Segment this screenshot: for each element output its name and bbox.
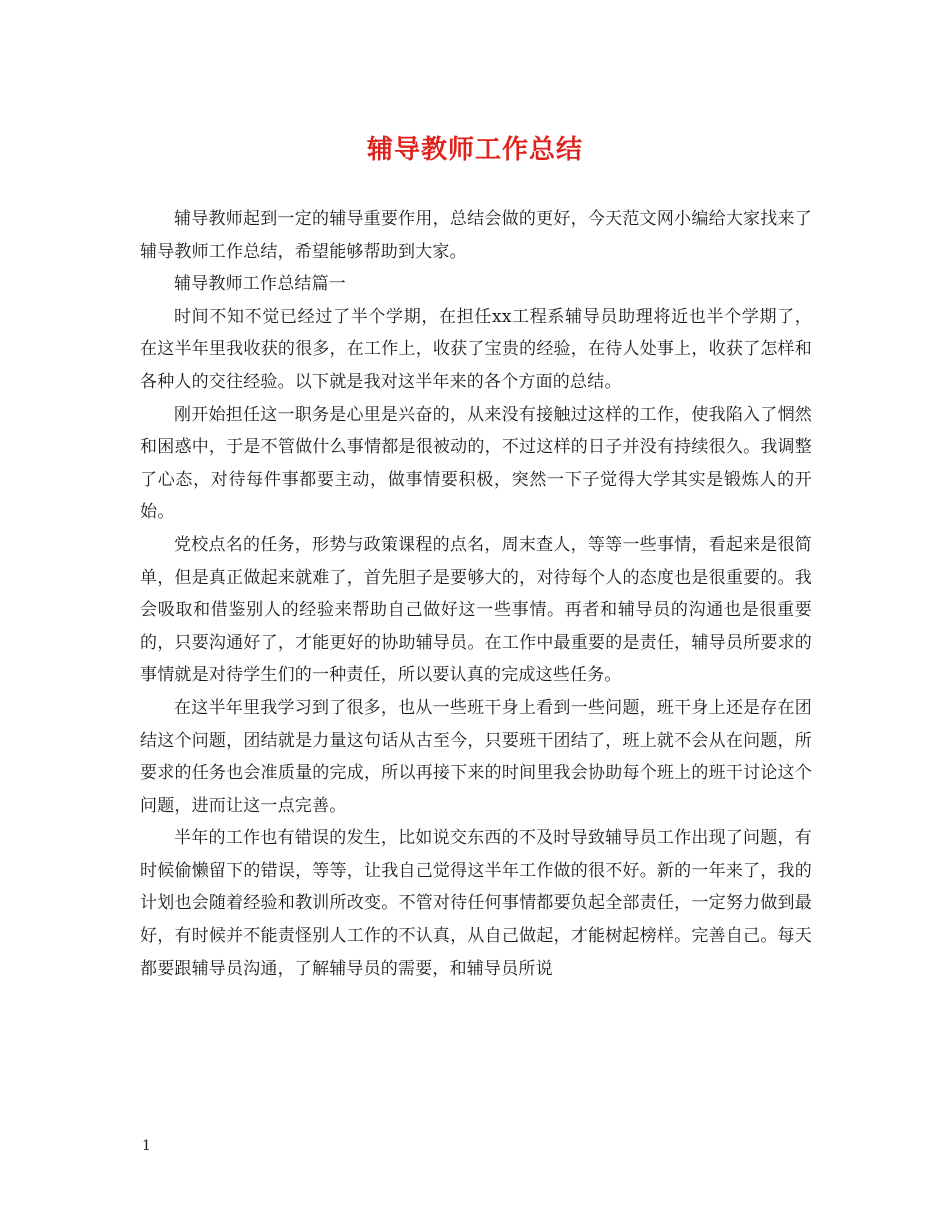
- paragraph: 党校点名的任务，形势与政策课程的点名，周末查人，等等一些事情，看起来是很简单，但是真正做起来就难了，首先胆子是要够大的，对待每个人的态度也是很重要的。我会吸取和借鉴别人的经验来帮助自己做好这一些事情。再者和辅导员的沟通也是很重要的，只要沟通好了，才能更好的协助辅导员。在工作中最重要的是责任，辅导员所要求的事情就是对待学生们的一种责任，所以要认真的完成这些任务。: [140, 534, 812, 686]
- page-title: 辅导教师工作总结: [366, 135, 583, 165]
- paragraph: 刚开始担任这一职务是心里是兴奋的，从来没有接触过这样的工作，使我陷入了惘然和困惑中，于是不管做什么事情都是很被动的，不过这样的日子并没有持续很久。我调整了心态，对待每件事都要主动，做事情要积极，突然一下子觉得大学其实是锻炼人的开始。: [140, 404, 812, 523]
- paragraph: 在这半年里我学习到了很多，也从一些班干身上看到一些问题，班干身上还是存在团结这个问题，团结就是力量这句话从古至今，只要班干团结了，班上就不会从在问题，所要求的任务也会准质量的完成，所以再接下来的时间里我会协助每个班上的班干讨论这个问题，进而让这一点完善。: [140, 697, 812, 816]
- page-number: 1: [142, 1138, 151, 1154]
- paragraph-intro: 辅导教师起到一定的辅导重要作用，总结会做的更好，今天范文网小编给大家找来了辅导教师工作总结，希望能够帮助到大家。: [140, 209, 812, 262]
- paragraph: 时间不知不觉已经过了半个学期，在担任xx工程系辅导员助理将近也半个学期了，在这半年里我收获的很多，在工作上，收获了宝贵的经验，在待人处事上，收获了怎样和各种人的交往经验。以下就是我对这半年来的各个方面的总结。: [140, 306, 812, 392]
- paragraph: 半年的工作也有错误的发生，比如说交东西的不及时导致辅导员工作出现了问题，有时候偷懒留下的错误，等等，让我自己觉得这半年工作做的很不好。新的一年来了，我的计划也会随着经验和教训所改变。不管对待任何事情都要负起全部责任，一定努力做到最好，有时候并不能责怪别人工作的不认真，从自己做起，才能树起榜样。完善自己。每天都要跟辅导员沟通，了解辅导员的需要，和辅导员所说: [140, 828, 812, 979]
- document-body: [140, 203, 812, 985]
- section-heading: 辅导教师工作总结篇一: [174, 274, 346, 295]
